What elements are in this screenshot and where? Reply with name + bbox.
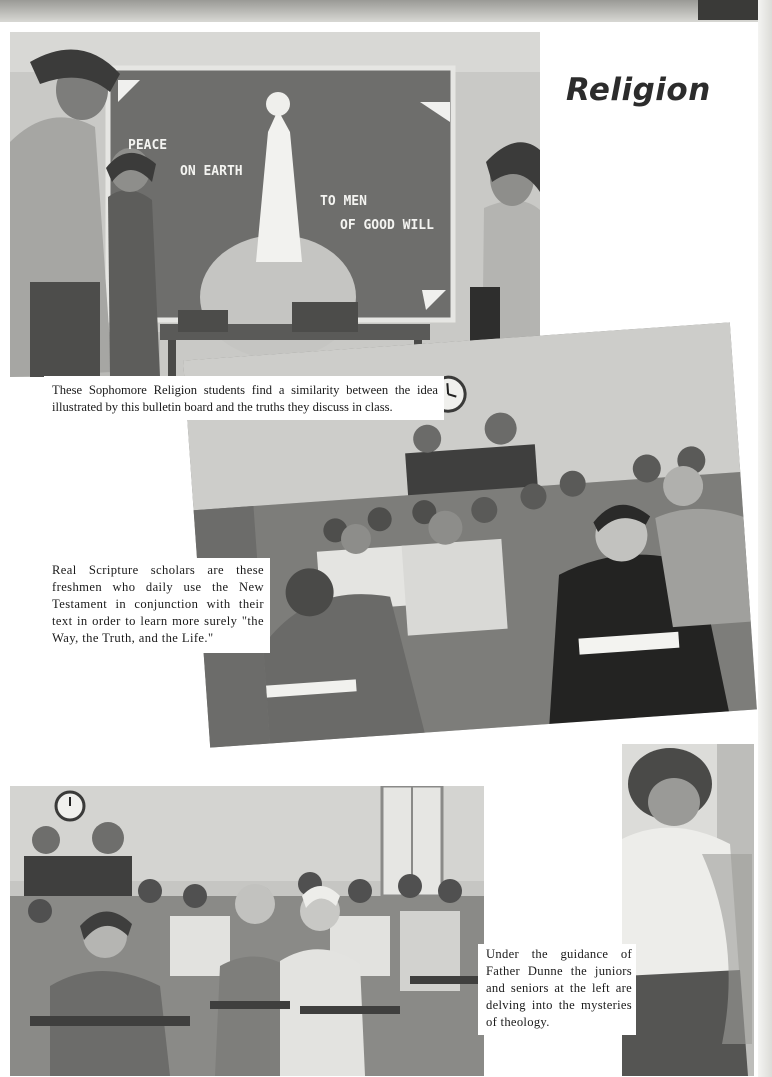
page-top-edge xyxy=(0,0,772,22)
caption-sophomore-text: These Sophomore Religion students find a similarity between the idea illustrated by this bulletin board and the truths they discuss in class. xyxy=(52,383,438,414)
board-text-to-men: TO MEN xyxy=(320,194,367,209)
caption-freshmen-text: Real Scripture scholars are these freshmen who daily use the New Testament in conjunction with their text in order to learn more surely "the Way, the Truth, and the Life." xyxy=(52,563,264,645)
page-right-edge xyxy=(758,0,772,1077)
page-title: Religion xyxy=(566,72,711,108)
caption-sophomore xyxy=(44,376,444,420)
photo-girl-walking xyxy=(622,744,754,1076)
photo-juniors-seniors-classroom xyxy=(10,786,484,1076)
caption-juniors-seniors-text: Under the guidance of Father Dunne the juniors and seniors at the left are delving into the mysteries of theology. xyxy=(486,947,632,1029)
board-text-on-earth: ON EARTH xyxy=(180,164,243,179)
caption-freshmen xyxy=(44,558,270,653)
caption-juniors-seniors xyxy=(478,944,636,1035)
board-text-peace: PEACE xyxy=(128,138,168,153)
photo-sophomore-bulletin-board xyxy=(10,32,540,377)
board-text-good-will: OF GOOD WILL xyxy=(340,218,434,233)
